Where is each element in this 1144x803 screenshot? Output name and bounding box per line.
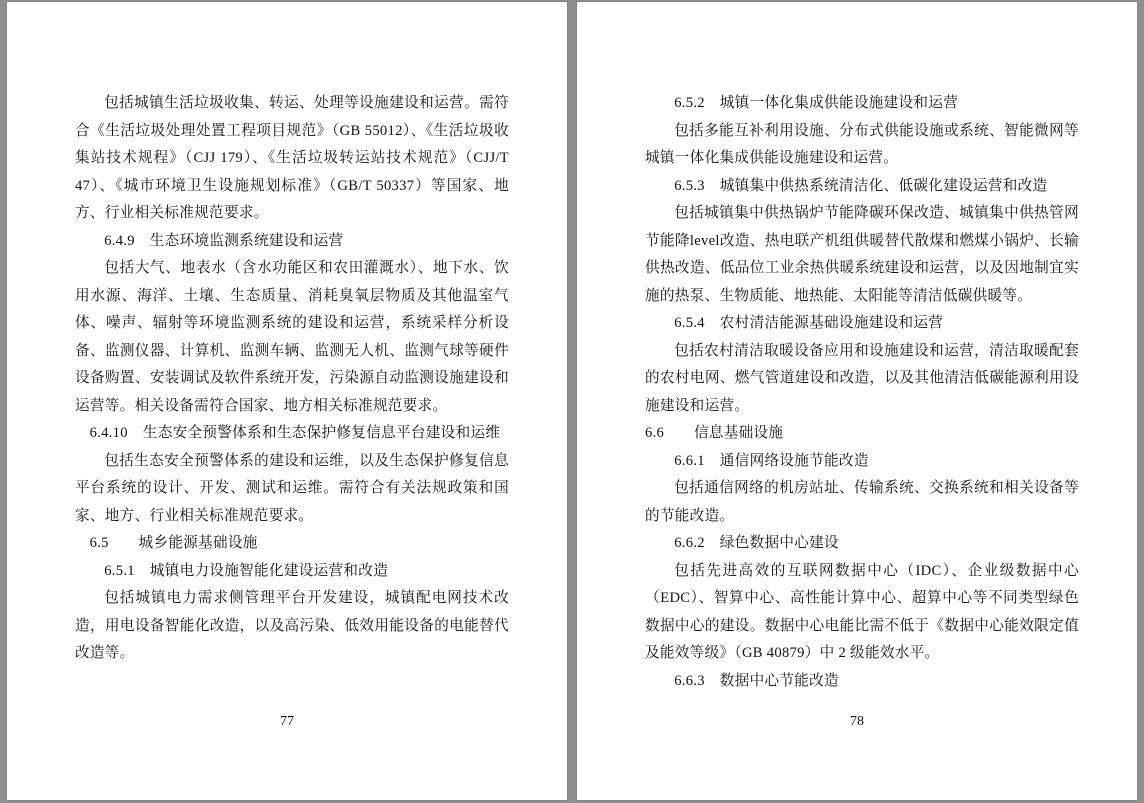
section-heading: [75, 420, 509, 448]
page-content-left: [75, 90, 509, 800]
paragraph: 包括城镇电力需求侧管理平台开发建设，城镇配电网技术改造，用电设备智能化改造，以及高污染、低效用能设备的电能替代改造等。: [75, 590, 509, 661]
section-number: 6.4.10: [89, 425, 128, 441]
section-heading: [75, 228, 509, 256]
section-title: 生态安全预警体系和生态保护修复信息平台建设和运维: [142, 425, 501, 441]
section-title: 数据中心节能改造: [719, 672, 839, 689]
page-content-right: [645, 90, 1079, 800]
section-number: 6.6.3: [674, 672, 705, 689]
section-number: 6.5: [89, 535, 109, 551]
section-title: 城乡能源基础设施: [138, 535, 258, 551]
page-number: 78: [850, 714, 864, 729]
section-heading: [645, 420, 1079, 448]
document-page-left: [7, 2, 567, 800]
section-heading: [645, 668, 1079, 696]
paragraph: 包括通信网络的机房站址、传输系统、交换系统和相关设备等的节能改造。: [645, 480, 1079, 524]
section-heading: [75, 558, 509, 586]
section-number: 6.5.4: [674, 315, 705, 331]
document-page-right: [577, 2, 1137, 800]
paragraph: 包括多能互补利用设施、分布式供能设施或系统、智能微网等城镇一体化集成供能设施建设和运营。: [645, 122, 1079, 166]
section-title: 通信网络设施节能改造: [719, 452, 869, 469]
section-heading: [645, 310, 1079, 338]
page-number: 77: [280, 714, 294, 729]
paragraph: 包括城镇集中供热锅炉节能降碳环保改造、城镇集中供热管网节能降level改造、热电联产机组供暖替代散煤和燃煤小锅炉、长输供热改造、低品位工业余热供暖系统建设和运营，以及因地制宜实施的热泵、生物质能、地热能、太阳能等清洁低碳供暖等。: [645, 205, 1079, 304]
section-title: 城镇集中供热系统清洁化、低碳化建设运营和改造: [719, 177, 1048, 194]
section-title: 绿色数据中心建设: [719, 535, 839, 551]
section-title: 信息基础设施: [693, 425, 784, 441]
section-number: 6.6: [645, 425, 665, 441]
section-number: 6.4.9: [104, 232, 135, 249]
paragraph: 包括城镇生活垃圾收集、转运、处理等设施建设和运营。需符合《生活垃圾处理处置工程项目规范》（GB 55012）、《生活垃圾收集站技术规程》（CJJ 179）、《生活垃圾转运站技术规范》（CJJ/T 47）、《城市环境卫生设施规划标准》（GB/T 50337）等国家、地方、行业相关标准规范要求。: [75, 95, 509, 221]
paragraph: 包括大气、地表水（含水功能区和农田灌溉水）、地下水、饮用水源、海洋、土壤、生态质量、消耗臭氧层物质及其他温室气体、噪声、辐射等环境监测系统的建设和运营，系统采样分析设备、监测仪器、计算机、监测车辆、监测无人机、监测气球等硬件设备购置、安装调试及软件系统开发，污染源自动监测设施建设和运营等。相关设备需符合国家、地方相关标准规范要求。: [75, 260, 509, 414]
section-heading: [645, 448, 1079, 476]
section-number: 6.5.1: [104, 562, 135, 579]
section-heading: [75, 530, 509, 558]
section-title: 城镇电力设施智能化建设运营和改造: [149, 562, 389, 579]
section-heading: [645, 173, 1079, 201]
section-number: 6.5.2: [674, 95, 705, 111]
section-title: 生态环境监测系统建设和运营: [149, 232, 344, 249]
section-number: 6.6.2: [674, 535, 705, 551]
paragraph: 包括生态安全预警体系的建设和运维，以及生态保护修复信息平台系统的设计、开发、测试和运维。需符合有关法规政策和国家、地方、行业相关标准规范要求。: [75, 452, 509, 524]
section-number: 6.5.3: [674, 177, 705, 194]
section-title: 农村清洁能源基础设施建设和运营: [719, 315, 944, 331]
section-heading: [645, 530, 1079, 558]
paragraph: 包括农村清洁取暖设备应用和设施建设和运营，清洁取暖配套的农村电网、燃气管道建设和改造，以及其他清洁低碳能源利用设施建设和运营。: [645, 342, 1079, 414]
section-number: 6.6.1: [674, 452, 705, 469]
section-heading: [645, 90, 1079, 118]
paragraph: 包括先进高效的互联网数据中心（IDC）、企业级数据中心（EDC）、智算中心、高性能计算中心、超算中心等不同类型绿色数据中心的建设。数据中心电能比需不低于《数据中心能效限定值及能效等级》（GB 40879）中 2 级能效水平。: [645, 562, 1079, 661]
section-title: 城镇一体化集成供能设施建设和运营: [719, 95, 959, 111]
